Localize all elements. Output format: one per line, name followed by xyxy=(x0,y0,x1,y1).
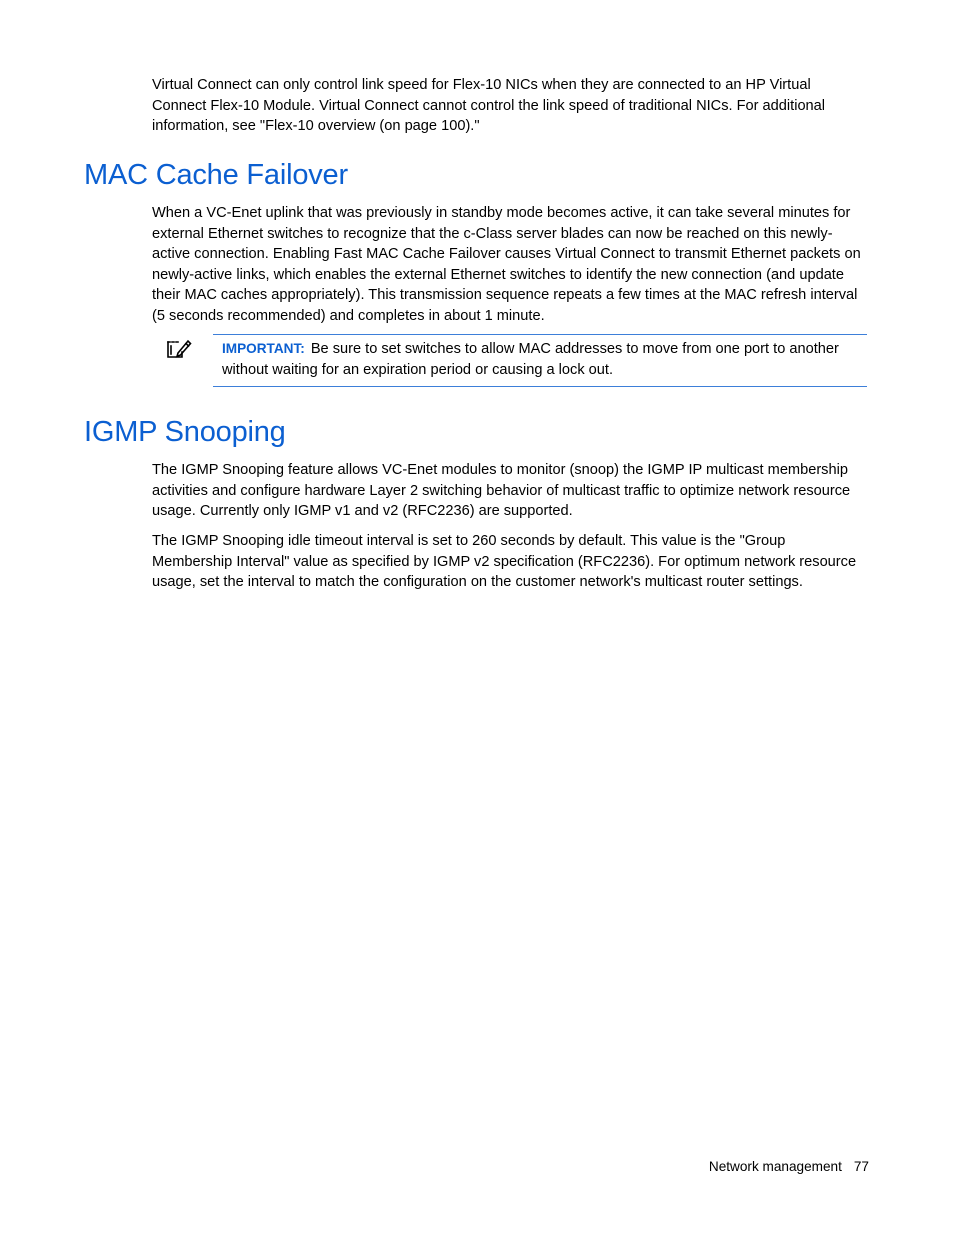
important-message: Be sure to set switches to allow MAC addresses to move from one port to another without waiting for an expiration period or causing a lock out. xyxy=(222,341,839,378)
important-label: IMPORTANT: xyxy=(222,341,305,356)
page-number: 77 xyxy=(853,1159,869,1174)
important-note xyxy=(213,334,867,387)
igmp-paragraph-2: The IGMP Snooping idle timeout interval is set to 260 seconds by default. This value is the "Group Membership Interval" value as specified by IGMP v2 specification (RFC2236). For optimum network resource usage, set the interval to match the configuration on the customer network's multicast router settings. xyxy=(152,533,857,591)
important-note-icon xyxy=(166,337,192,361)
heading-mac-cache-failover: MAC Cache Failover xyxy=(84,159,348,191)
mac-cache-paragraph: When a VC-Enet uplink that was previously in standby mode becomes active, it can take several minutes for external Ethernet switches to recognize that the c-Class server blades can now be reached on this newly-active connection. Enabling Fast MAC Cache Failover causes Virtual Connect to transmit Ethernet packets on newly-active links, which enables the external Ethernet switches to identify the new connection (and update their MAC caches appropriately). This transmission sequence repeats a few times at the MAC refresh interval (5 seconds recommended) and completes in about 1 minute. xyxy=(152,205,861,324)
page-footer xyxy=(709,1158,869,1176)
heading-igmp-snooping: IGMP Snooping xyxy=(84,416,286,448)
important-note-text xyxy=(222,339,862,380)
intro-paragraph: Virtual Connect can only control link speed for Flex-10 NICs when they are connected to an HP Virtual Connect Flex-10 Module. Virtual Connect cannot control the link speed of traditional NICs. For additional information, see "Flex-10 overview (on page 100)." xyxy=(152,77,826,135)
igmp-paragraph-1: The IGMP Snooping feature allows VC-Enet modules to monitor (snoop) the IGMP IP multicast membership activities and configure hardware Layer 2 switching behavior of multicast traffic to optimize network resource usage. Currently only IGMP v1 and v2 (RFC2236) are supported. xyxy=(152,462,851,520)
footer-section-title: Network management xyxy=(708,1159,842,1174)
